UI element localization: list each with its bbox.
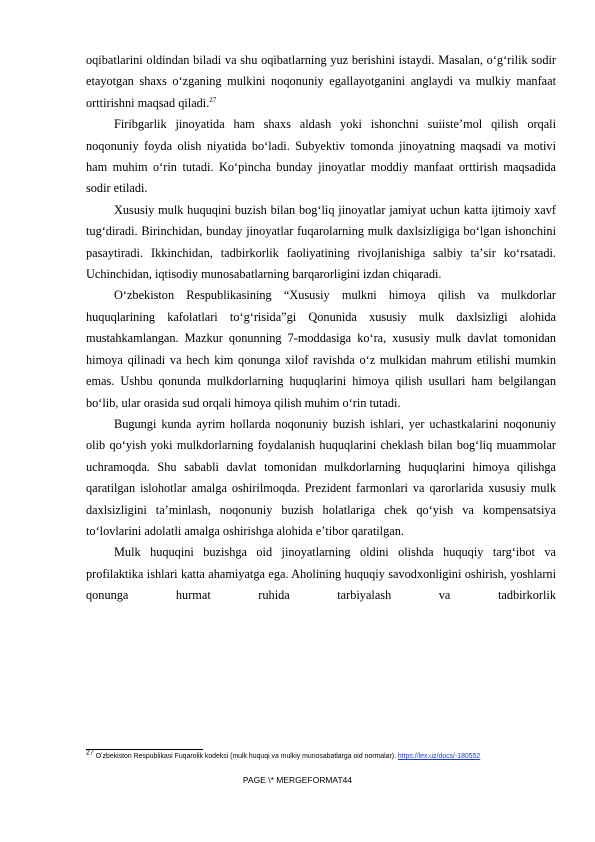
page-footer: PAGE \* MERGEFORMAT44: [242, 775, 353, 785]
paragraph: [86, 50, 556, 114]
footnote: [86, 749, 556, 762]
paragraph-text: oqibatlarini oldindan biladi va shu oqibatlarning yuz berishini istaydi. Masalan, oʻgʻrilik sodir etayotgan shaxs oʻzganing mulkini noqonuniy egallayotganini anglaydi va mulkiy manfaat orttirishni maqsad qiladi.: [86, 53, 556, 110]
paragraph: Firibgarlik jinoyatida ham shaxs aldash yoki ishonchni suiisteʼmol qilish orqali noqonuniy foyda olish niyatida boʻladi. Subyektiv tomonda jinoyatning maqsadi va motivi ham muhim oʻrin tutadi. Koʻpincha bunday jinoyatlar moddiy manfaat orttirish maqsadida sodir etiladi.: [86, 117, 556, 196]
footnote-text: Oʼzbekiston Respublikasi Fuqarolik kodeksi (mulk huquqi va mulkiy munosabatlarga oid normalar).: [95, 753, 398, 760]
paragraph: Oʻzbekiston Respublikasining “Xususiy mulkni himoya qilish va mulkdorlar huquqlarining kafolatlari toʻgʻrisida”gi Qonunida xususiy mulk daxlsizligi alohida mustahkamlangan. Mazkur qonunning 7-moddasiga koʻra, xususiy mulk davlat tomonidan himoya qilinadi va hech kim qonunga xilof ravishda oʻz mulkidan mahrum etilishi mumkin emas. Ushbu qonunda mulkdorlarning huquqlarini himoya qilish usullari ham belgilangan boʻlib, ular orasida sud orqali himoya qilish muhim oʻrin tutadi.: [86, 288, 556, 410]
paragraph: Mulk huquqini buzishga oid jinoyatlarning oldini olishda huquqiy targʻibot va profilaktika ishlari katta ahamiyatga ega. Aholining huquqiy savodxonligini oshirish, yoshlarni qonunga hurmat ruhida tarbiyalash va tadbirkorlik: [86, 545, 556, 603]
document-body: [86, 50, 556, 607]
footnote-link[interactable]: https://lex.uz/docs/-180552: [397, 753, 481, 760]
footnote-reference[interactable]: 27: [209, 95, 217, 104]
paragraph: Xususiy mulk huquqini buzish bilan bogʻliq jinoyatlar jamiyat uchun katta ijtimoiy xavf tugʻdiradi. Birinchidan, bunday jinoyatlar fuqarolarning mulk daxlsizligiga boʻlgan ishonchini pasaytiradi. Ikkinchidan, tadbirkorlik faoliyatining rivojlanishiga salbiy taʼsir koʻrsatadi. Uchinchidan, iqtisodiy munosabatlarning barqarorligini izdan chiqaradi.: [86, 202, 556, 282]
footnote-number: 27: [86, 749, 94, 757]
footnote-separator: [86, 749, 203, 750]
paragraph: Bugungi kunda ayrim hollarda noqonuniy buzish ishlari, yer uchastkalarini noqonuniy olib qoʻyish yoki mulkdorlarning foydalanish huquqlarini cheklash bilan bogʻliq muammolar uchramoqda. Shu sababli davlat tomonidan mulkdorlarning huquqlarini himoya qilishga qaratilgan islohotlar amalga oshirilmoqda. Prezident farmonlari va qarorlarida xususiy mulk daxlsizligini taʼminlash, noqonuniy buzish holatlariga chek qoʻyish va kompensatsiya toʻlovlarini adolatli amalga oshirishga alohida eʼtibor qaratilgan.: [86, 416, 556, 538]
